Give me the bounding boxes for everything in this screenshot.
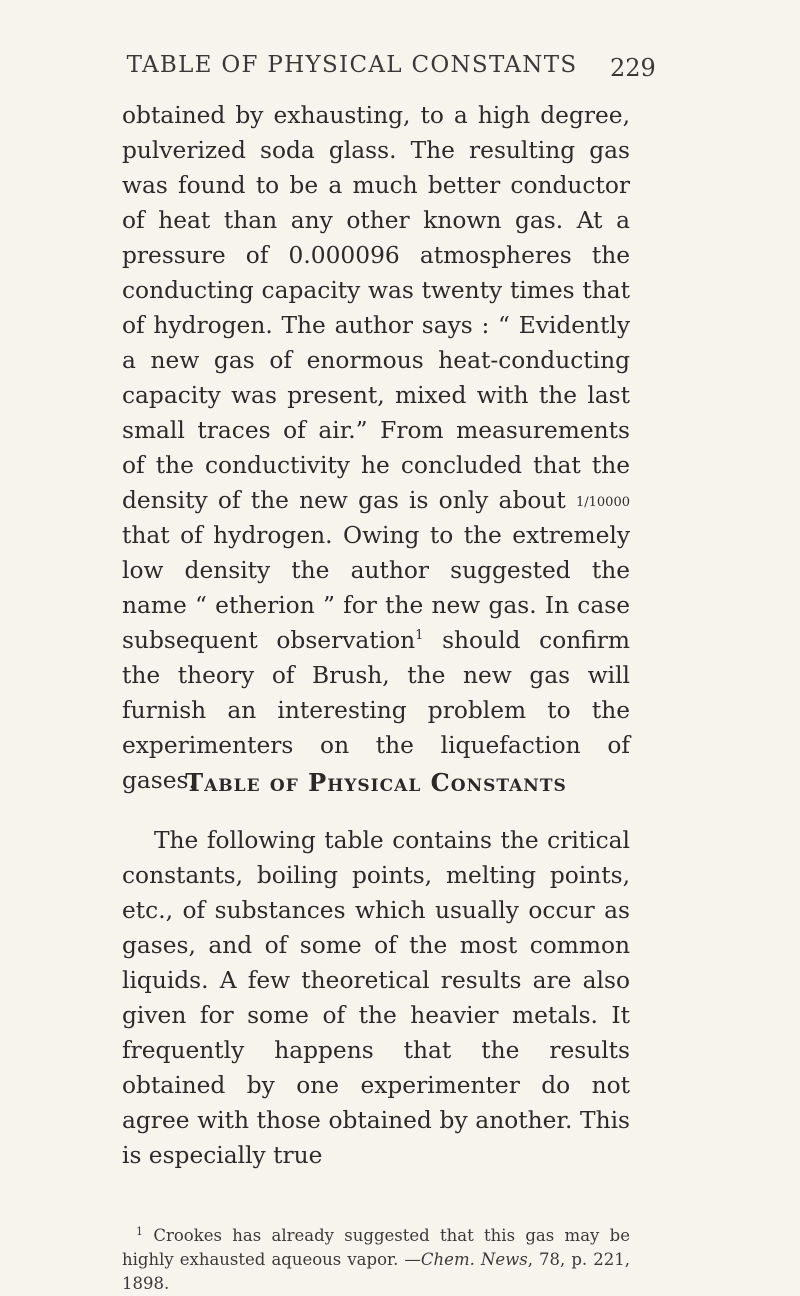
page-number: 229 [610, 54, 656, 82]
paragraph-etherion-text-a: obtained by exhausting, to a high degree, pulverized soda glass. The resulting gas was found to be a much better conductor of heat than any other known gas. At a pressure of 0.000096 atmospheres the conducting capacity was twenty times that of hydrogen. The author says : “ Evidently a new gas of enormous heat-conducting capacity was present, mixed with the last small traces of air.” From measurements of the conductivity he concluded that the density of the new gas is only about [122, 102, 630, 514]
footnote-text-a: Crookes has already suggested that this gas may be highly exhausted aqueous vapor. — [122, 1226, 630, 1269]
running-head-title: TABLE OF PHYSICAL CONSTANTS [126, 52, 578, 78]
section-heading: Table of Physical Constants [185, 768, 567, 797]
paragraph-etherion-text-b: that of hydrogen. Owing to the extremely low density the author suggested the name “ etherion ” for the new gas. In case subsequent observation [122, 522, 630, 654]
footnote-text-b: , 78, p. 221, 1898. [122, 1250, 631, 1293]
fraction-one-ten-thousandth: 1/10000 [575, 495, 630, 510]
footnote-source: Chem. News [420, 1250, 528, 1269]
footnote-reference[interactable]: 1 [415, 628, 424, 643]
paragraph-table-intro: The following table contains the critical constants, boiling points, melting points, etc., of substances which usually occur as gases, and of some of the most common liquids. A few theoretical results are also given for some of the heavier metals. It frequently happens that the results obtained by one experimenter do not agree with those obtained by another. This is especially true [122, 827, 630, 1169]
paragraph-etherion [122, 98, 630, 798]
paragraph-etherion-text-c: should confirm the theory of Brush, the new gas will furnish an interesting problem to the experimenters on the liquefaction of gases. [122, 627, 630, 794]
footnote-mark: 1 [136, 1225, 143, 1238]
footnote [122, 1224, 630, 1296]
